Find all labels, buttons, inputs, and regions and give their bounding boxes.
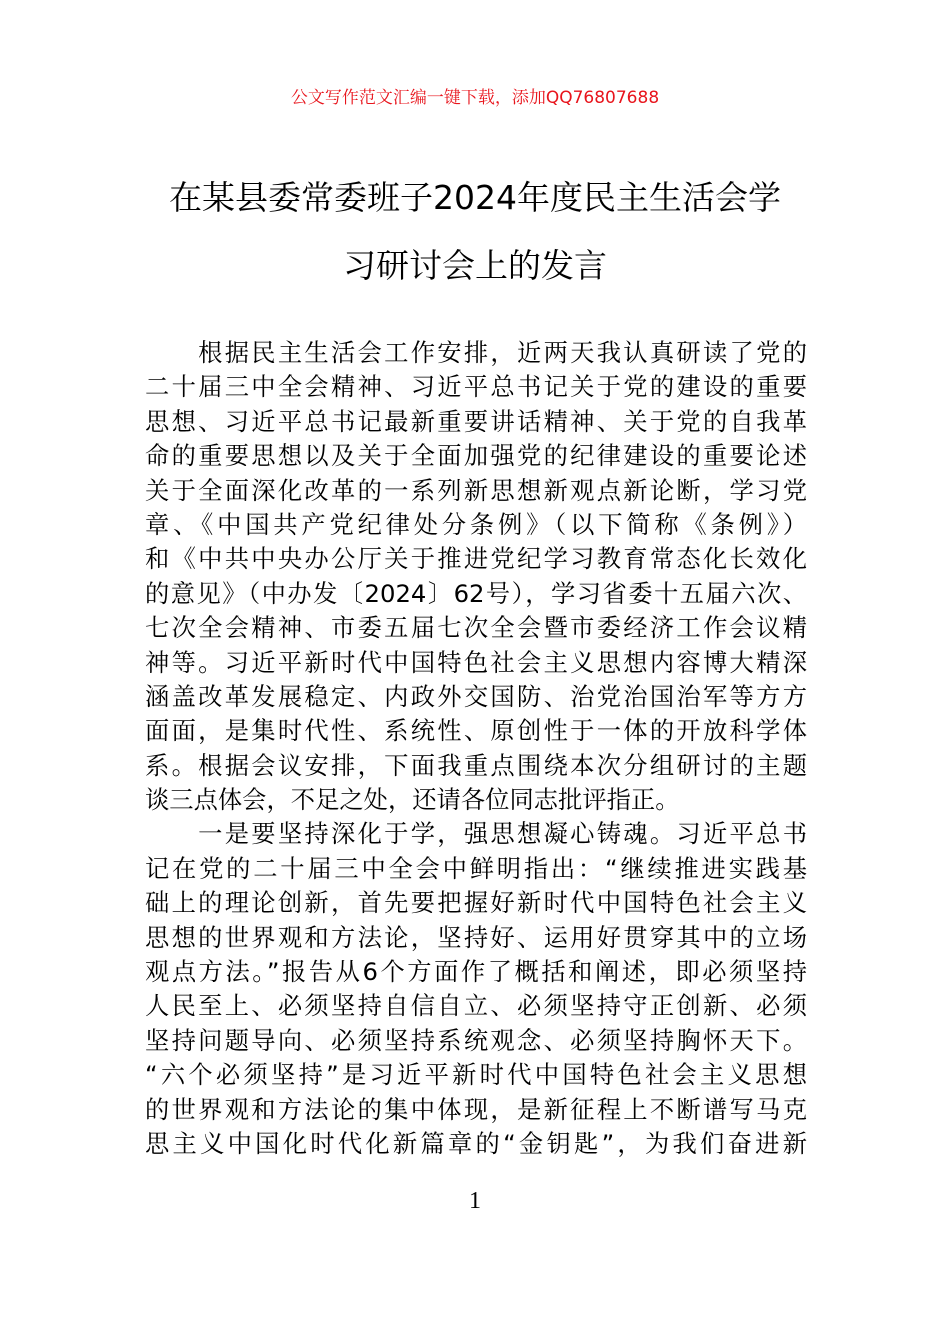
body-line: 记在党的二十届三中全会中鲜明指出：“继续推进实践基 xyxy=(145,853,807,883)
body-line: 神等。习近平新时代中国特色社会主义思想内容博大精深 xyxy=(145,647,807,677)
body-line: 七次全会精神、市委五届七次全会暨市委经济工作会议精 xyxy=(145,613,807,643)
body-line: 思想的世界观和方法论，坚持好、运用好贯穿其中的立场 xyxy=(145,922,807,952)
body-line: 关于全面深化改革的一系列新思想新观点新论断，学习党 xyxy=(145,475,807,505)
body-line: 涵盖改革发展稳定、内政外交国防、治党治国治军等方方 xyxy=(145,681,807,711)
body-line: 观点方法。”报告从6个方面作了概括和阐述，即必须坚持 xyxy=(145,957,807,987)
body-line: 的意见》（中办发〔2024〕62号），学习省委十五届六次、 xyxy=(145,578,807,608)
body-line: 思主义中国化时代化新篇章的“金钥匙”，为我们奋进新 xyxy=(145,1128,807,1158)
body-line: 章、《中国共产党纪律处分条例》（以下简称《条例》） xyxy=(145,509,807,539)
body-line: “六个必须坚持”是习近平新时代中国特色社会主义思想 xyxy=(145,1060,807,1090)
body-line: 的世界观和方法论的集中体现，是新征程上不断谱写马克 xyxy=(145,1094,807,1124)
body-line: 根据民主生活会工作安排，近两天我认真研读了党的 xyxy=(145,338,807,367)
document-title-line-2: 习研讨会上的发言 xyxy=(343,246,607,285)
body-line: 人民至上、必须坚持自信自立、必须坚持守正创新、必须 xyxy=(145,991,807,1021)
page-number: 1 xyxy=(469,1188,481,1214)
body-line: 系。根据会议安排，下面我重点围绕本次分组研讨的主题 xyxy=(145,750,807,780)
body-line: 面面，是集时代性、系统性、原创性于一体的开放科学体 xyxy=(145,716,807,746)
body-line: 和《中共中央办公厅关于推进党纪学习教育常态化长效化 xyxy=(145,544,807,574)
body-line: 命的重要思想以及关于全面加强党的纪律建设的重要论述 xyxy=(145,441,807,471)
body-line: 谈三点体会，不足之处，还请各位同志批评指正。 xyxy=(145,785,680,815)
document-body xyxy=(145,336,807,1161)
body-line: 一是要坚持深化于学，强思想凝心铸魂。习近平总书 xyxy=(145,819,807,849)
body-line: 坚持问题导向、必须坚持系统观念、必须坚持胸怀天下。 xyxy=(145,1025,807,1055)
body-line: 础上的理论创新，首先要把握好新时代中国特色社会主义 xyxy=(145,888,807,918)
body-line: 二十届三中全会精神、习近平总书记关于党的建设的重要 xyxy=(145,372,807,402)
body-line: 思想、习近平总书记最新重要讲话精神、关于党的自我革 xyxy=(145,406,807,436)
document-title-line-1: 在某县委常委班子2024年度民主生活会学 xyxy=(169,178,781,217)
promo-header: 公文写作范文汇编一键下载，添加QQ76807688 xyxy=(290,88,660,108)
